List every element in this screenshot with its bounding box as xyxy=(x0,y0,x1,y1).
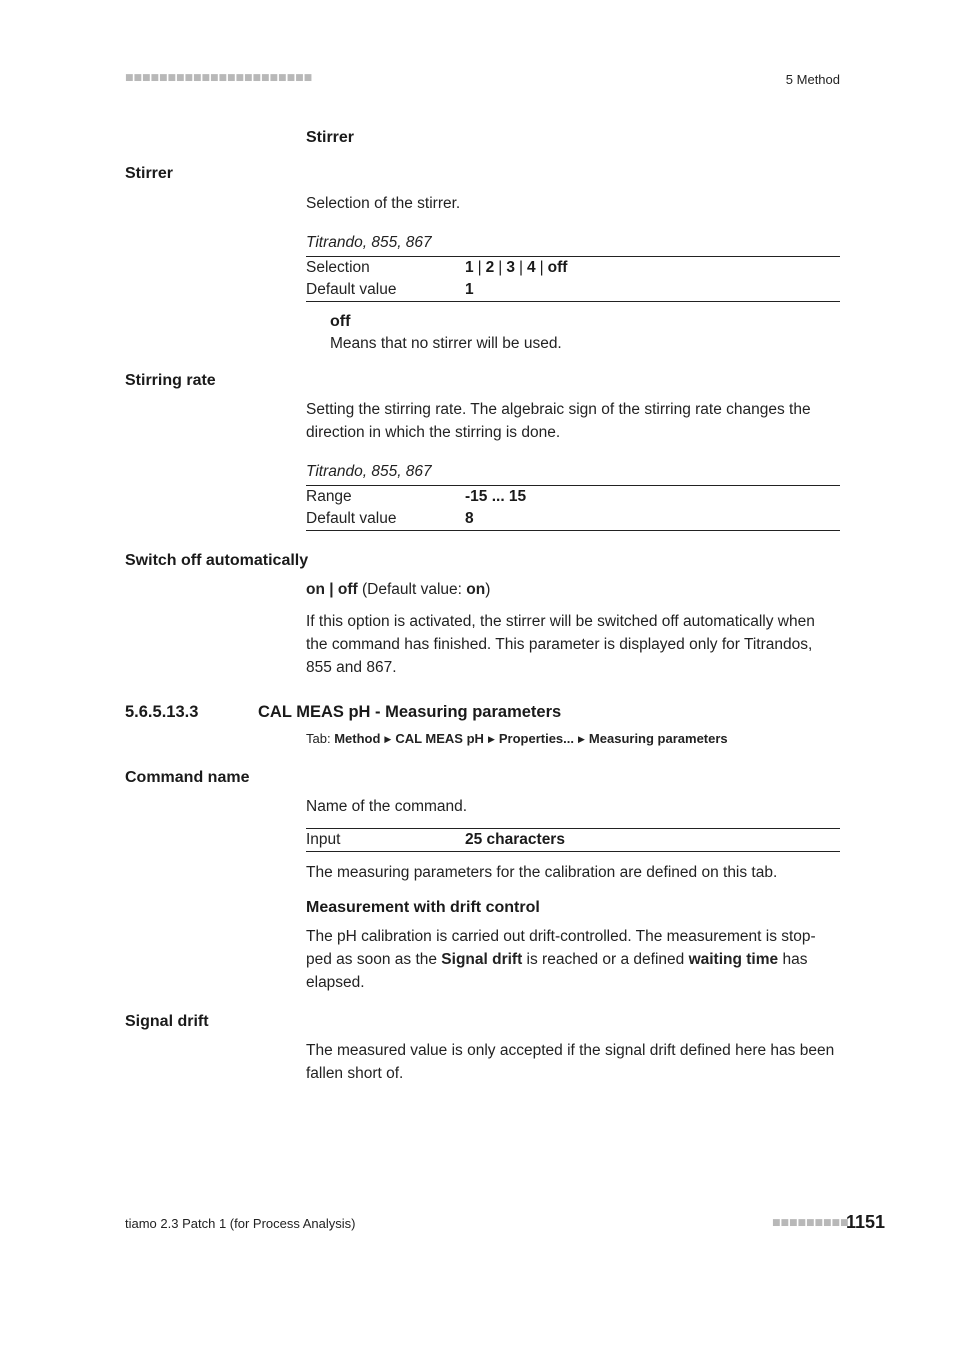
command-name-after-text: The measuring parameters for the calibration are defined on this tab. xyxy=(306,864,778,881)
command-name-description: Name of the command. xyxy=(306,798,468,815)
default-key: Default value xyxy=(306,281,397,298)
stirring-rate-caption: Titrando, 855, 867 xyxy=(306,463,432,480)
command-name-table xyxy=(306,828,840,852)
option-off-description: Means that no stirrer will be used. xyxy=(330,335,562,352)
selection-values: 1 | 2 | 3 | 4 | off xyxy=(465,259,568,276)
selection-key: Selection xyxy=(306,259,370,276)
default-value: 8 xyxy=(465,510,474,527)
stirring-rate-description: Setting the stirring rate. The algebraic sign of the stirring rate changes the direction in which the stirring is done. xyxy=(306,401,811,441)
option-off-key: off xyxy=(330,313,351,330)
header-decoration: ■■■■■■■■■■■■■■■■■■■■■■ xyxy=(125,73,313,83)
section-number: 5.6.5.13.3 xyxy=(125,703,199,721)
arrow-right-icon: ▶ xyxy=(384,734,392,744)
drift-control-description: The pH calibration is carried out drift-controlled. The measurement is stop-ped as soon as the Signal drift is reached or a defined waiting time has elapsed. xyxy=(306,928,816,991)
signal-drift-description: The measured value is only accepted if the signal drift defined here has been fallen short of. xyxy=(306,1042,835,1082)
table-row xyxy=(306,486,840,508)
stirring-rate-table xyxy=(306,485,840,531)
range-key: Range xyxy=(306,488,352,505)
arrow-right-icon: ▶ xyxy=(578,734,585,744)
table-row xyxy=(306,829,840,851)
command-name-label: Command name xyxy=(125,769,250,786)
tab-path: Tab: Method ▶ CAL MEAS pH ▶ Properties... ▶ Measuring parameters xyxy=(306,731,728,746)
table-row xyxy=(306,508,840,530)
chapter-title: 5 Method xyxy=(785,72,840,87)
switch-off-description: If this option is activated, the stirrer will be switched off automatically when the command has finished. This parameter is displayed only for Titrandos, 855 and 867. xyxy=(306,613,815,676)
table-row xyxy=(306,279,840,301)
signal-drift-label: Signal drift xyxy=(125,1013,209,1030)
input-key: Input xyxy=(306,831,341,848)
footer-product: tiamo 2.3 Patch 1 (for Process Analysis) xyxy=(125,1216,356,1231)
section-title: CAL MEAS pH - Measuring parameters xyxy=(258,703,562,721)
arrow-right-icon: ▶ xyxy=(487,734,495,744)
switch-off-label: Switch off automatically xyxy=(125,552,309,569)
range-value: -15 ... 15 xyxy=(465,488,527,505)
stirrer-subheading: Stirrer xyxy=(306,129,355,146)
stirrer-description: Selection of the stirrer. xyxy=(306,195,461,212)
input-value: 25 characters xyxy=(465,831,565,848)
footer-decoration: ■■■■■■■■■ xyxy=(772,1218,849,1228)
default-value: 1 xyxy=(465,281,474,298)
stirrer-label: Stirrer xyxy=(125,165,174,182)
stirring-rate-label: Stirring rate xyxy=(125,372,216,389)
switch-off-options: on | off (Default value: on) xyxy=(306,581,491,598)
page-number: 1151 xyxy=(846,1212,886,1232)
drift-control-subheading: Measurement with drift control xyxy=(306,899,540,916)
stirrer-caption: Titrando, 855, 867 xyxy=(306,234,432,251)
table-row xyxy=(306,257,840,279)
default-key: Default value xyxy=(306,510,397,527)
stirrer-table xyxy=(306,256,840,302)
